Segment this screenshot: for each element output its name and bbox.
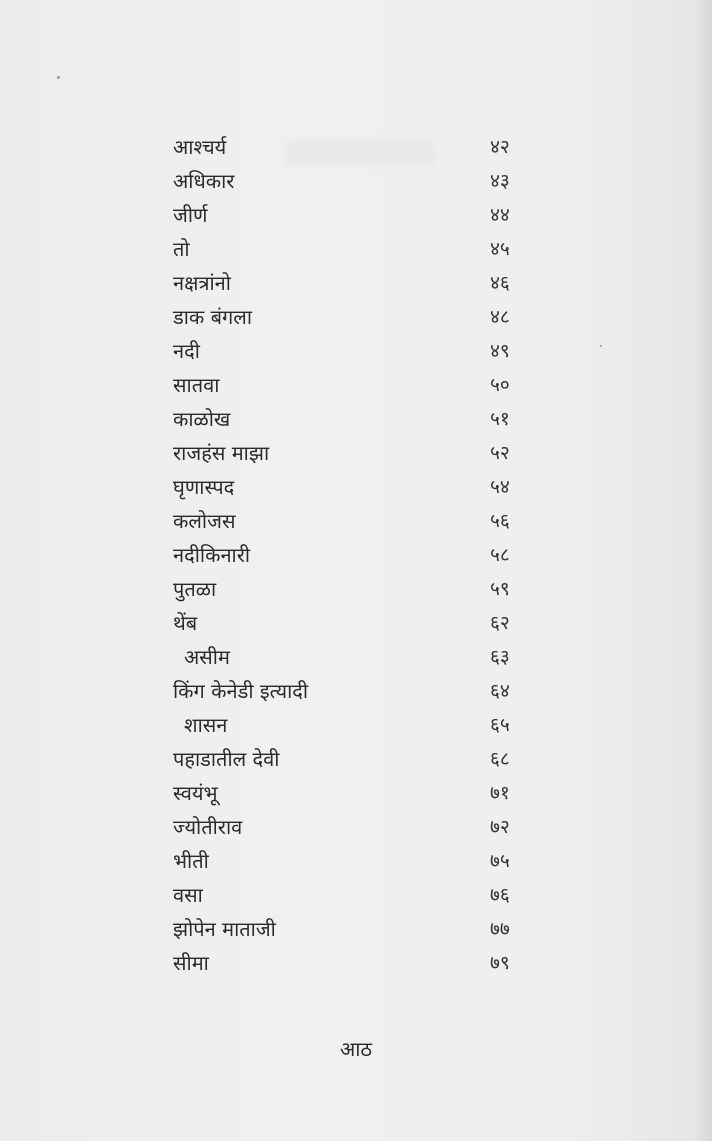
- toc-entry-page: ६८: [490, 748, 510, 770]
- toc-entry-title: असीम: [184, 645, 230, 669]
- toc-entry-page: ४८: [490, 306, 510, 328]
- toc-entry-page: ४५: [490, 238, 510, 260]
- toc-row: [0, 470, 712, 504]
- toc-entry-page: ४६: [490, 272, 510, 294]
- toc-row: [0, 606, 712, 640]
- toc-row: [0, 878, 712, 912]
- toc-entry-title: शासन: [184, 713, 228, 737]
- toc-row: [0, 946, 712, 980]
- toc-entry-title: आश्चर्य: [173, 135, 227, 159]
- toc-entry-title: किंग केनेडी इत्यादी: [173, 679, 309, 703]
- toc-row: [0, 300, 712, 334]
- toc-entry-page: ६२: [490, 612, 510, 634]
- toc-row: [0, 504, 712, 538]
- toc-entry-title: स्वयंभू: [173, 781, 218, 805]
- toc-entry-title: वसा: [173, 883, 203, 907]
- toc-entry-title: सीमा: [173, 951, 209, 975]
- toc-entry-page: ५८: [490, 544, 510, 566]
- toc-entry-page: ७२: [490, 816, 510, 838]
- toc-entry-page: ६४: [490, 680, 510, 702]
- toc-entry-title: काळोख: [173, 407, 231, 431]
- toc-row: [0, 266, 712, 300]
- toc-entry-page: ५२: [490, 442, 510, 464]
- toc-entry-title: जीर्ण: [173, 203, 208, 227]
- toc-entry-page: ५९: [490, 578, 510, 600]
- toc-row: [0, 572, 712, 606]
- toc-entry-page: ७७: [490, 918, 510, 940]
- toc-entry-title: ज्योतीराव: [173, 815, 243, 839]
- toc-entry-title: कलोजस: [173, 509, 236, 533]
- toc-entry-title: पुतळा: [173, 577, 217, 601]
- toc-row: [0, 198, 712, 232]
- toc-entry-title: अधिकार: [173, 169, 235, 193]
- toc-row: [0, 334, 712, 368]
- toc-entry-page: ४३: [490, 170, 510, 192]
- toc-row: [0, 232, 712, 266]
- toc-row: [0, 368, 712, 402]
- toc-entry-page: ५६: [490, 510, 510, 532]
- toc-entry-title: नक्षत्रांनो: [173, 271, 231, 295]
- page-number: आठ: [339, 1037, 373, 1061]
- toc-entry-title: झोपेन माताजी: [173, 917, 276, 941]
- toc-row: [0, 776, 712, 810]
- toc-row: [0, 810, 712, 844]
- toc-row: [0, 844, 712, 878]
- toc-entry-page: ७१: [490, 782, 510, 804]
- toc-entry-page: ७९: [490, 952, 510, 974]
- toc-entry-page: ४९: [490, 340, 510, 362]
- toc-entry-page: ७६: [490, 884, 510, 906]
- toc-entry-title: पहाडातील देवी: [173, 747, 280, 771]
- toc-entry-title: नदीकिनारी: [173, 543, 251, 567]
- toc-row: [0, 640, 712, 674]
- toc-entry-title: नदी: [173, 339, 200, 363]
- toc-row: [0, 402, 712, 436]
- toc-entry-page: ४४: [490, 204, 510, 226]
- paper-speck: [57, 76, 60, 79]
- toc-entry-title: सातवा: [173, 373, 220, 397]
- toc-entry-title: तो: [173, 237, 190, 261]
- toc-entry-title: भीती: [173, 849, 209, 873]
- toc-entry-page: ६३: [490, 646, 510, 668]
- toc-entry-title: राजहंस माझा: [173, 441, 270, 465]
- toc-row: [0, 436, 712, 470]
- toc-entry-page: ७५: [490, 850, 510, 872]
- toc-row: [0, 674, 712, 708]
- toc-entry-page: ५०: [490, 374, 510, 396]
- toc-row: [0, 130, 712, 164]
- toc-entry-title: डाक बंगला: [173, 305, 253, 329]
- toc-row: [0, 164, 712, 198]
- toc-row: [0, 708, 712, 742]
- toc-row: [0, 912, 712, 946]
- toc-row: [0, 538, 712, 572]
- toc-entry-title: थेंब: [173, 611, 198, 635]
- toc-row: [0, 742, 712, 776]
- toc-entry-page: ४२: [490, 136, 510, 158]
- toc-entry-page: ५१: [490, 408, 510, 430]
- toc-entry-page: ५४: [490, 476, 510, 498]
- toc-entry-title: घृणास्पद: [173, 475, 235, 499]
- toc-entry-page: ६५: [490, 714, 510, 736]
